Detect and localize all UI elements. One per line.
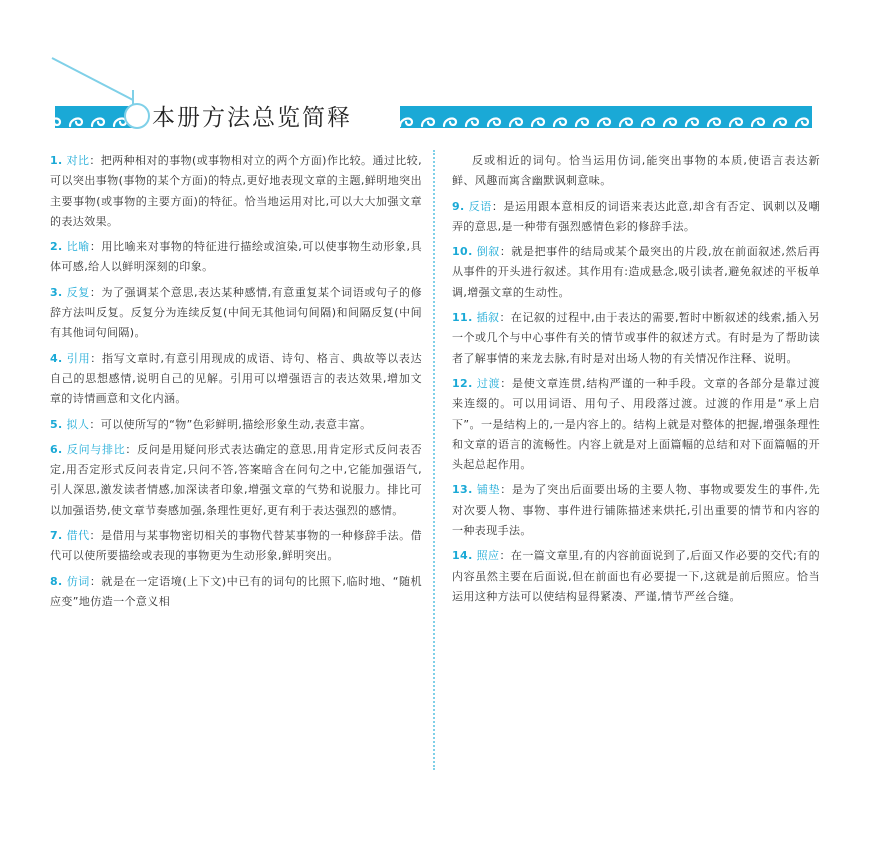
item-term: 反复 bbox=[66, 285, 90, 299]
method-item bbox=[452, 308, 820, 369]
item-text: ：是借用与某事物密切相关的事物代替某事物的一种修辞手法。借代可以使所要描绘或表现的事物更为生动形象,鲜明突出。 bbox=[50, 529, 422, 563]
item-term: 引用 bbox=[66, 351, 91, 365]
method-item bbox=[452, 242, 820, 303]
item-text: ：就是把事件的结局或某个最突出的片段,放在前面叙述,然后再从事件的开头进行叙述。其作用有:造成悬念,吸引读者,避免叙述的平板单调,增强文章的生动性。 bbox=[452, 245, 820, 299]
method-item bbox=[452, 546, 820, 607]
method-item bbox=[452, 374, 820, 475]
method-item bbox=[452, 480, 820, 541]
item-text: ：在记叙的过程中,由于表达的需要,暂时中断叙述的线索,插入另一个或几个与中心事件有关的情节或事件的叙述方式。有时是为了帮助读者了解事情的来龙去脉,有时是对出场人物的有关情况作注释、说明。 bbox=[452, 311, 820, 365]
item-term: 铺垫 bbox=[476, 483, 501, 497]
item-number: 13. bbox=[452, 483, 473, 497]
item-number: 12. bbox=[452, 376, 473, 390]
item-term: 反语 bbox=[468, 199, 492, 213]
item-term: 反问与排比 bbox=[66, 442, 126, 456]
item-text: ：用比喻来对事物的特征进行描绘或渲染,可以使事物生动形象,具体可感,给人以鲜明深刻的印象。 bbox=[50, 240, 422, 274]
item-number: 3. bbox=[50, 285, 63, 299]
item-term: 比喻 bbox=[66, 240, 90, 254]
left-column bbox=[50, 151, 422, 617]
item-text: ：可以使所写的“物”色彩鲜明,描绘形象生动,表意丰富。 bbox=[89, 417, 372, 431]
item-text: ：把两种相对的事物(或事物相对立的两个方面)作比较。通过比较,可以突出事物(事物的某个方面)的特点,更好地表现文章的主题,鲜明地突出主要事物(或事物的主要方面)的特征。恰当地运用对比,可以大大加强文章的表达效果。 bbox=[50, 154, 422, 228]
item-number: 7. bbox=[50, 529, 63, 543]
item-number: 4. bbox=[50, 351, 63, 365]
method-item bbox=[50, 151, 422, 232]
item-term: 借代 bbox=[66, 529, 90, 543]
method-item bbox=[50, 440, 422, 521]
item-term: 过渡 bbox=[476, 376, 501, 390]
method-item bbox=[50, 283, 422, 344]
item-number: 2. bbox=[50, 240, 63, 254]
hanging-line bbox=[52, 58, 133, 100]
item-number: 11. bbox=[452, 311, 473, 325]
column-divider bbox=[433, 150, 435, 770]
item-term: 仿词 bbox=[66, 574, 90, 588]
item-text: ：是使文章连贯,结构严谨的一种手段。文章的各部分是靠过渡来连缀的。可以用词语、用句子、用段落过渡。过渡的作用是“承上启下”。一是结构上的,一是内容上的。结构上就是对整体的把握,增强条理性和文章的语言的流畅性。内容上就是对上面篇幅的总结和对下面篇幅的开头起总起作用。 bbox=[452, 376, 820, 472]
item-number: 9. bbox=[452, 199, 465, 213]
continuation-paragraph: 反或相近的词句。恰当运用仿词,能突出事物的本质,使语言表达新鲜、风趣而寓含幽默讽刺意味。 bbox=[452, 154, 820, 188]
right-column bbox=[452, 151, 820, 612]
item-number: 1. bbox=[50, 154, 63, 167]
item-number: 8. bbox=[50, 574, 63, 588]
item-text: ：指写文章时,有意引用现成的成语、诗句、格言、典故等以表达自己的思想感情,说明自己的见解。引用可以增强语言的表达效果,增加文章的诗情画意和文化内涵。 bbox=[50, 351, 422, 406]
page-title: 本册方法总览简释 bbox=[152, 105, 352, 131]
item-term: 对比 bbox=[66, 154, 90, 167]
item-term: 倒叙 bbox=[476, 245, 500, 259]
item-text: ：是为了突出后面要出场的主要人物、事物或要发生的事件,先对次要人物、事物、事件进行铺陈描述来烘托,引出重要的情节和内容的一种表现手法。 bbox=[452, 483, 820, 538]
item-text: ：在一篇文章里,有的内容前面说到了,后面又作必要的交代;有的内容虽然主要在后面说,但在前面也有必要提一下,这就是前后照应。恰当运用这种方法可以使结构显得紧凑、严谨,情节严丝合缝。 bbox=[452, 549, 820, 603]
item-text: ：是运用跟本意相反的词语来表达此意,却含有否定、讽刺以及嘲弄的意思,是一种带有强烈感情色彩的修辞手法。 bbox=[452, 199, 820, 233]
item-number: 14. bbox=[452, 549, 473, 563]
item-term: 照应 bbox=[476, 549, 500, 563]
item-number: 10. bbox=[452, 245, 473, 259]
header-decoration bbox=[0, 0, 870, 150]
method-item bbox=[452, 197, 820, 238]
item-number: 5. bbox=[50, 417, 63, 431]
item-text: ：就是在一定语境(上下文)中已有的词句的比照下,临时地、“随机应变”地仿造一个意义相 bbox=[50, 574, 422, 608]
item-term: 插叙 bbox=[476, 311, 500, 325]
item-text: ：反问是用疑问形式表达确定的意思,用肯定形式反问表否定,用否定形式反问表肯定,只问不答,答案暗含在问句之中,它能加强语气,引人深思,激发读者情感,加深读者印象,增强文章的气势和说服力。排比可以加强语势,使文章节奏感加强,条理性更好,更有利于表达强烈的感情。 bbox=[50, 442, 422, 517]
method-item bbox=[50, 349, 422, 410]
method-item bbox=[50, 415, 422, 435]
left-pattern-band bbox=[55, 106, 133, 128]
method-item bbox=[50, 572, 422, 613]
item-number: 6. bbox=[50, 442, 63, 456]
method-item bbox=[50, 526, 422, 567]
item-term: 拟人 bbox=[66, 417, 90, 431]
item-text: ：为了强调某个意思,表达某种感情,有意重复某个词语或句子的修辞方法叫反复。反复分为连续反复(中间无其他词句间隔)和间隔反复(中间有其他词句间隔)。 bbox=[50, 285, 422, 340]
right-pattern-band bbox=[400, 106, 812, 128]
circle-ornament bbox=[125, 104, 149, 128]
method-item bbox=[50, 237, 422, 278]
